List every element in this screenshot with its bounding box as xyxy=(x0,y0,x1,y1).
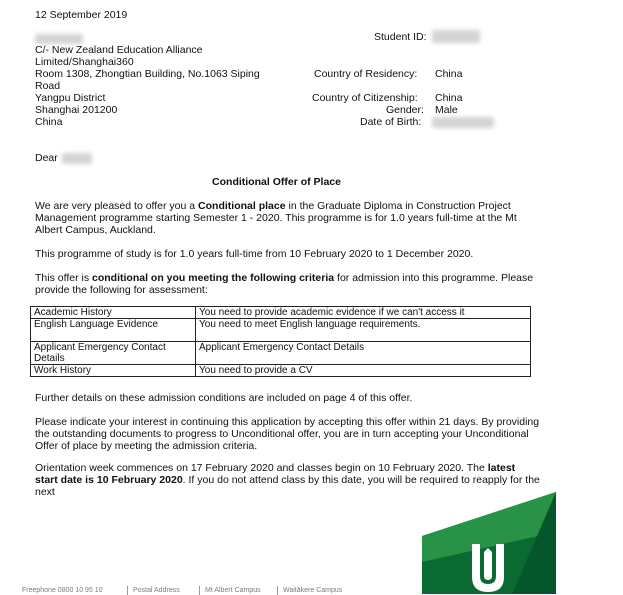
requirement-cell: You need to meet English language requirements. xyxy=(196,319,531,342)
text-run: We are very pleased to offer you a xyxy=(35,200,199,212)
address-line: China xyxy=(35,116,63,128)
letter-heading: Conditional Offer of Place xyxy=(212,176,341,188)
offer-paragraph xyxy=(35,200,540,236)
text-run: for admission into this programme. Please provide the following for assessment: xyxy=(35,272,534,296)
requirement-cell: You need to provide a CV xyxy=(196,365,531,377)
conditions-table xyxy=(30,306,531,377)
unitec-logo-icon xyxy=(422,492,556,594)
footer-campus-mt-albert: Mt Albert Campus xyxy=(205,587,261,594)
residency-value: China xyxy=(435,68,463,80)
dob-redacted xyxy=(432,116,494,128)
details-paragraph: Further details on these admission conditions are included on page 4 of this offer. xyxy=(35,392,413,404)
criterion-cell: Work History xyxy=(31,365,196,377)
table-row xyxy=(31,365,531,377)
footer-campus-waitakere: Waitākere Campus xyxy=(283,587,343,594)
address-line: Road xyxy=(35,80,61,92)
text-run-bold: conditional on you meeting the following criteria xyxy=(92,272,335,284)
footer-postal: Postal Address xyxy=(133,587,180,594)
text-run-bold: latest start date is 10 February 2020 xyxy=(35,462,516,486)
letter-date: 12 September 2019 xyxy=(35,9,128,21)
conditions-intro-paragraph xyxy=(35,272,540,296)
criterion-cell: English Language Evidence xyxy=(31,319,196,342)
address-line: Room 1308, Zhongtian Building, No.1063 Siping xyxy=(35,68,260,80)
address-line: Shanghai 201200 xyxy=(35,104,118,116)
table-row xyxy=(31,342,531,365)
acceptance-paragraph: Please indicate your interest in continuing this application by accepting this offer within 21 days. By providing the outstanding documents to progress to Unconditional offer, you are in turn accepting your Unconditional Offer of place by meeting the admission criteria. xyxy=(35,416,540,452)
requirement-cell: You need to provide academic evidence if we can't access it xyxy=(196,307,531,319)
criterion-cell: Academic History xyxy=(31,307,196,319)
text-run: Orientation week commences on 17 February 2020 and classes begin on 10 February 2020. The xyxy=(35,462,488,474)
text-run: . If you do not attend class by this date, you will be required to reapply for the next xyxy=(35,474,540,498)
text-run: in the Graduate Diploma in Construction Project Management programme starting Semester 1 - 2020. This programme is for 1.0 years full-time at the Mt Albert Campus, Auckland. xyxy=(35,200,517,236)
salutation-name-redacted xyxy=(62,153,92,164)
recipient-address xyxy=(35,44,275,128)
salutation xyxy=(35,152,92,164)
text-run-bold: Conditional place xyxy=(198,200,286,212)
address-line: Limited/Shanghai360 xyxy=(35,56,134,68)
dob-label: Date of Birth: xyxy=(360,116,422,128)
footer-freephone: Freephone 0800 10 95 10 xyxy=(22,587,103,594)
duration-paragraph: This programme of study is for 1.0 years full-time from 10 February 2020 to 1 December 2020. xyxy=(35,248,474,260)
table-row xyxy=(31,307,531,319)
student-id-redacted xyxy=(432,30,480,43)
table-row xyxy=(31,319,531,342)
residency-label: Country of Residency: xyxy=(314,68,418,80)
gender-label: Gender: xyxy=(386,104,424,116)
citizenship-label: Country of Citizenship: xyxy=(312,92,418,104)
text-run: This offer is xyxy=(35,272,92,284)
salutation-text: Dear xyxy=(35,152,58,164)
address-line: C/- New Zealand Education Alliance xyxy=(35,44,203,56)
address-line: Yangpu District xyxy=(35,92,106,104)
citizenship-value: China xyxy=(435,92,463,104)
requirement-cell: Applicant Emergency Contact Details xyxy=(196,342,531,365)
criterion-cell: Applicant Emergency Contact Details xyxy=(31,342,196,365)
student-id-label: Student ID: xyxy=(374,31,427,43)
gender-value: Male xyxy=(435,104,458,116)
